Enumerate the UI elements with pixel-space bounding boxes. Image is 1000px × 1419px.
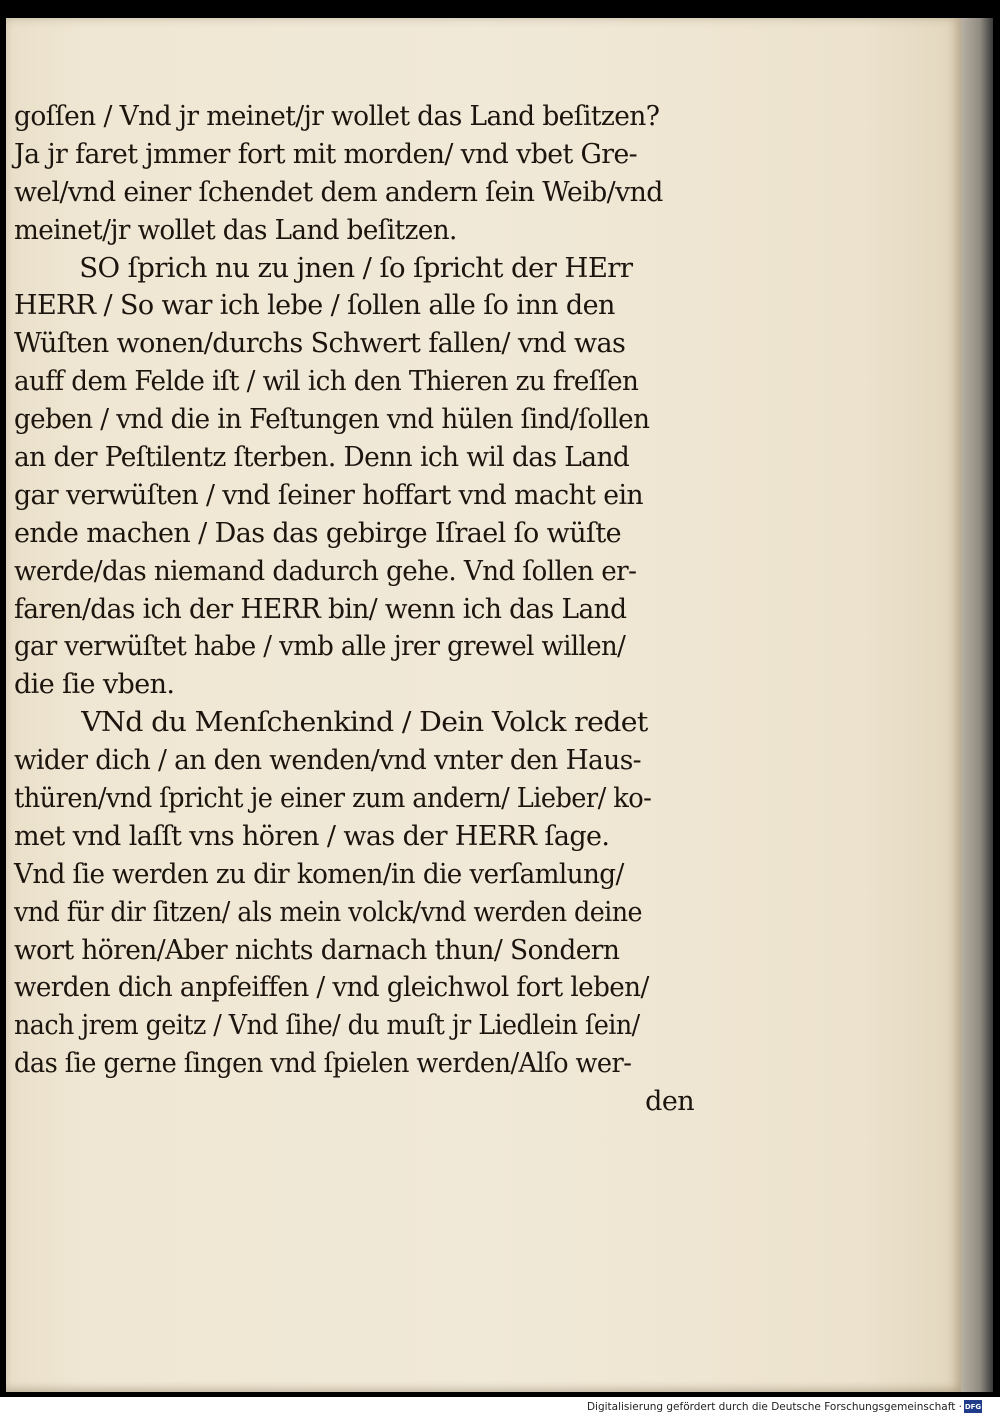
text-line: das ſie gerne ſingen vnd ſpielen werden/Alſo wer- — [14, 1048, 632, 1080]
text-line: wider dich / an den wenden/vnd vnter den Haus- — [14, 745, 642, 777]
text-line: nach jrem geitz / Vnd ſihe/ du muſt jr Liedlein ſein/ — [14, 1010, 640, 1042]
text-line: ende machen / Das das gebirge Iſrael ſo wüſte — [14, 517, 621, 549]
text-line: werden dich anpfeiffen / vnd gleichwol fort leben/ — [14, 972, 649, 1004]
text-line: Ja jr faret jmmer fort mit morden/ vnd vbet Gre- — [14, 138, 638, 170]
page-text — [14, 98, 694, 1121]
text-line: wel/vnd einer ſchendet dem andern ſein Weib/vnd — [14, 176, 663, 208]
text-line: Vnd ſie werden zu dir komen/in die verſamlung/ — [14, 858, 624, 890]
text-line: wort hören/Aber nichts darnach thun/ Sondern — [14, 934, 620, 966]
text-line: an der Peſtilentz ſterben. Denn ich wil das Land — [14, 442, 630, 474]
text-line: geben / vnd die in Feſtungen vnd hülen ſind/ſollen — [14, 404, 650, 436]
text-line: thüren/vnd ſpricht je einer zum andern/ Lieber/ ko- — [14, 783, 652, 815]
text-line: werde/das niemand dadurch gehe. Vnd ſollen er- — [14, 555, 637, 587]
text-line: gar verwüſten / vnd ſeiner hoffart vnd macht ein — [14, 479, 644, 511]
text-line: auff dem Felde iſt / wil ich den Thieren zu freſſen — [14, 366, 639, 398]
dfg-logo: DFG — [964, 1400, 982, 1413]
text-line: meinet/jr wollet das Land beſitzen. — [14, 214, 457, 246]
catchword: den — [645, 1086, 694, 1118]
text-line: goſſen / Vnd jr meinet/jr wollet das Land beſitzen? — [14, 101, 660, 132]
page-edge — [961, 18, 993, 1392]
text-line: die ſie vben. — [14, 669, 175, 701]
text-line: VNd du Menſchenkind / Dein Volck redet — [81, 707, 648, 739]
text-line: Wüſten wonen/durchs Schwert fallen/ vnd was — [14, 328, 626, 360]
text-line: faren/das ich der HERR bin/ wenn ich das Land — [14, 593, 627, 625]
text-line: vnd für dir ſitzen/ als mein volck/vnd werden deine — [14, 896, 642, 928]
text-line: SO ſprich nu zu jnen / ſo ſpricht der HErr — [79, 252, 633, 284]
text-line: gar verwüſtet habe / vmb alle jrer grewel willen/ — [14, 631, 626, 663]
text-line: HERR / So war ich lebe / ſollen alle ſo inn den — [14, 290, 615, 322]
funding-credit: Digitalisierung gefördert durch die Deutsche Forschungsgemeinschaft · — [586, 1401, 962, 1413]
text-line: met vnd laſſt vns hören / was der HERR ſage. — [14, 820, 610, 852]
